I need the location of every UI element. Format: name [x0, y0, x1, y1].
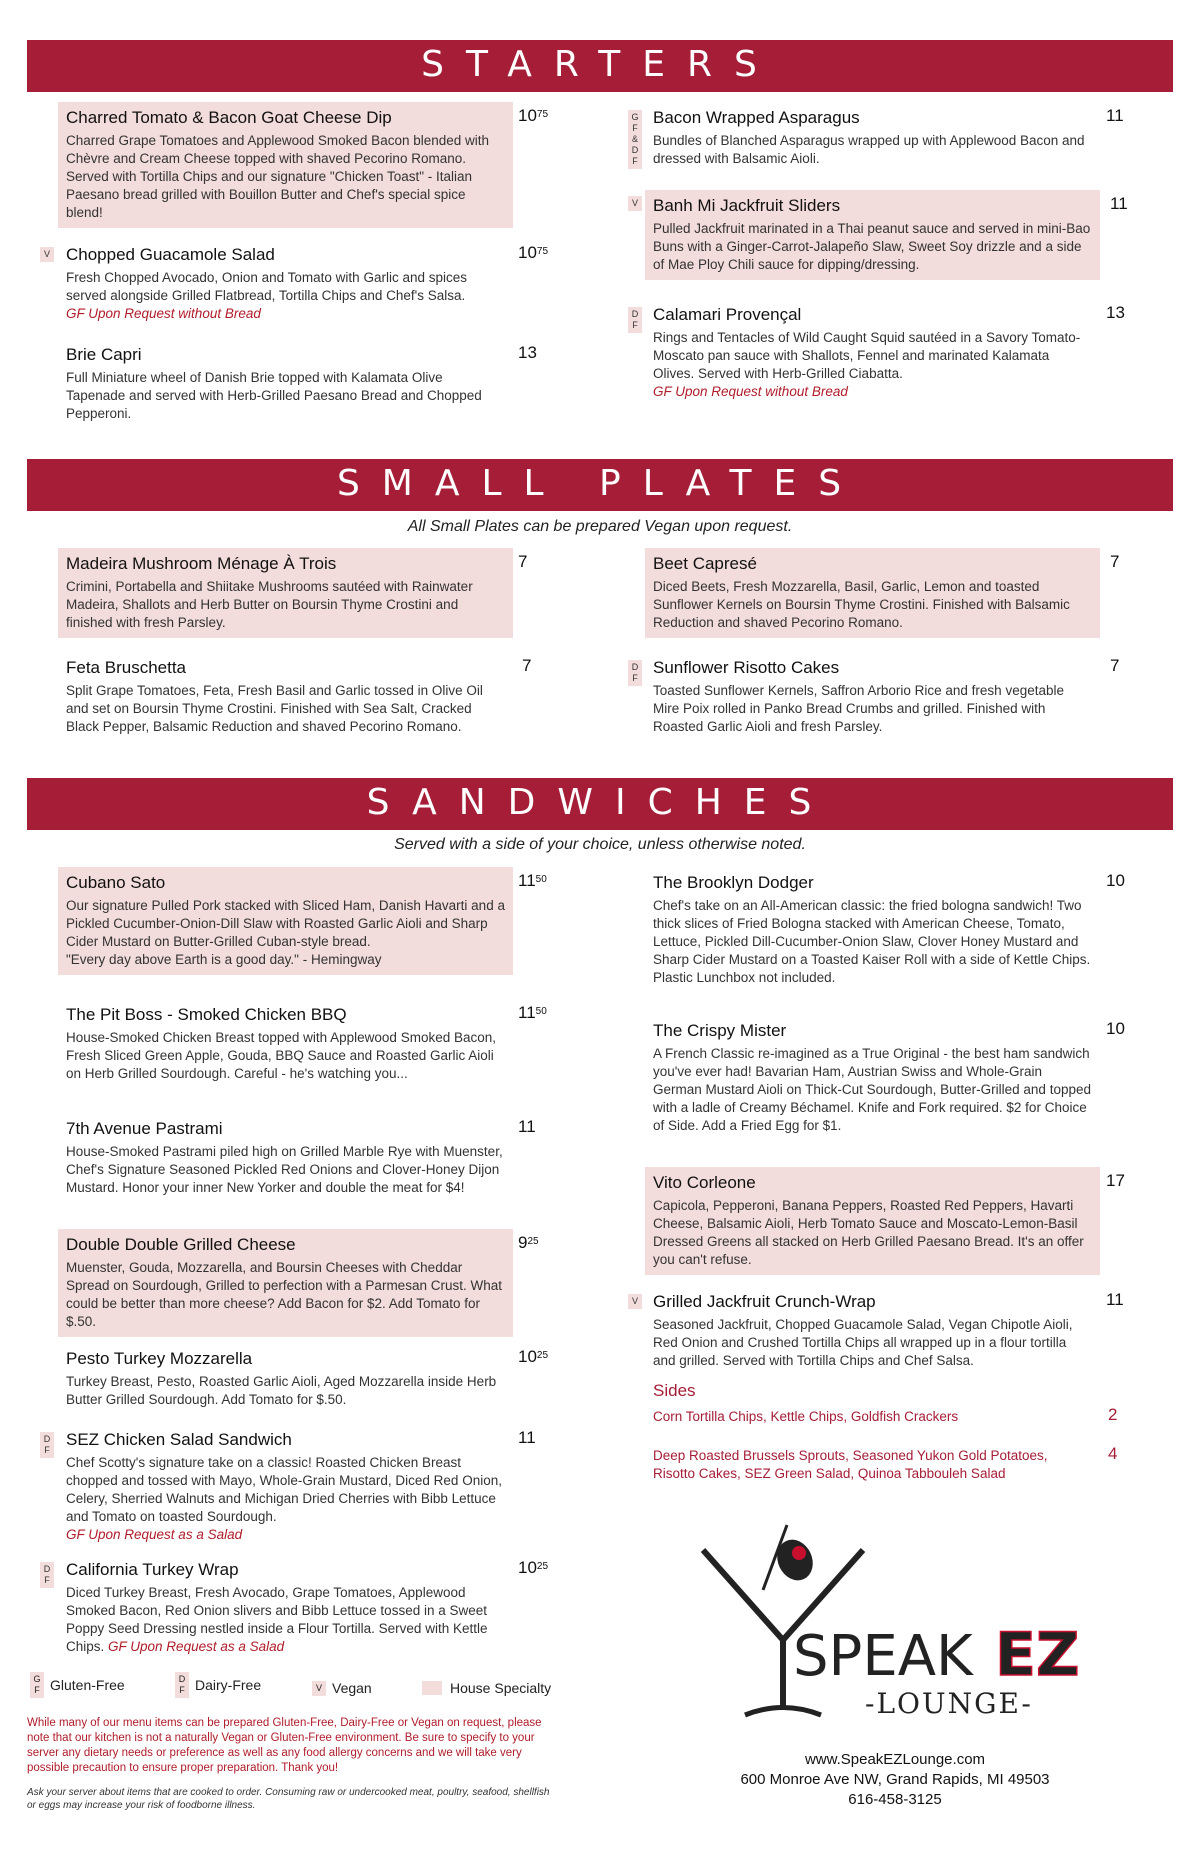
item-note: GF Upon Request as a Salad	[108, 1639, 285, 1654]
menu-item-vito-corleone	[645, 1167, 1100, 1275]
menu-item-crispy-mister	[645, 1015, 1100, 1141]
df-tag: D F	[628, 307, 642, 333]
item-quote: "Every day above Earth is a good day." - Hemingway	[66, 952, 382, 967]
legend-vegan: V Vegan	[312, 1680, 372, 1696]
menu-item-california-wrap	[58, 1554, 513, 1662]
item-price: 7	[518, 552, 528, 571]
item-price: 11	[518, 1428, 536, 1447]
menu-item-calamari	[645, 299, 1100, 407]
menu-item-grilled-cheese	[58, 1229, 513, 1337]
item-name: SEZ Chicken Salad Sandwich	[66, 1430, 292, 1449]
item-price: $10^{25}$	[518, 1347, 549, 1366]
menu-item-mushroom-menage	[58, 548, 513, 638]
sides-price-2: 4	[1108, 1444, 1118, 1463]
logo-word-lounge: -LOUNGE-	[865, 1687, 1033, 1720]
item-name: Double Double Grilled Cheese	[66, 1235, 296, 1254]
dietary-warning: While many of our menu items can be prepared Gluten-Free, Dairy-Free or Vegan on request, please note that our kitchen is not a naturally Vegan or Gluten-Free environment. Be sure to specify to your server any dietary needs or preference as well as any food allergy concerns and we will take very possible precaution to ensure proper preparation. Thank you!	[27, 1717, 542, 1774]
gf-tag: G F	[30, 1672, 44, 1698]
speakez-logo	[695, 1520, 1115, 1725]
menu-item-feta-bruschetta	[58, 652, 513, 742]
legend-house-specialty: House Specialty	[422, 1680, 551, 1696]
item-price: 11	[1106, 106, 1124, 125]
item-price: $11^{50}$	[518, 871, 547, 890]
phone-number[interactable]: 616-458-3125	[848, 1791, 942, 1808]
df-tag: D F	[40, 1562, 54, 1588]
item-name: Beet Capresé	[653, 554, 757, 573]
df-tag: D F	[175, 1672, 189, 1698]
menu-item-cubano-sato	[58, 867, 513, 975]
address: 600 Monroe Ave NW, Grand Rapids, MI 49503	[740, 1771, 1050, 1788]
item-desc: Bundles of Blanched Asparagus wrapped up with Applewood Bacon and dressed with Balsamic Aioli.	[653, 133, 1085, 166]
vegan-tag: V	[40, 247, 54, 262]
item-name: Banh Mi Jackfruit Sliders	[653, 196, 841, 215]
menu-item-bacon-asparagus	[645, 102, 1100, 174]
legend-gluten-free: G F Gluten-Free	[30, 1672, 125, 1698]
item-price: 7	[1110, 552, 1120, 571]
item-price: $9^{25}$	[518, 1233, 539, 1252]
menu-item-goat-cheese-dip	[58, 102, 513, 228]
item-price: 17	[1106, 1171, 1125, 1190]
item-name: Sunflower Risotto Cakes	[653, 658, 840, 677]
sides-list-2: Deep Roasted Brussels Sprouts, Seasoned Yukon Gold Potatoes, Risotto Cakes, SEZ Green Salad, Quinoa Tabbouleh Salad	[653, 1448, 1048, 1481]
item-price: 10	[1106, 871, 1125, 890]
sides-list-1: Corn Tortilla Chips, Kettle Chips, Goldfish Crackers	[653, 1409, 959, 1424]
item-desc: Split Grape Tomatoes, Feta, Fresh Basil and Garlic tossed in Olive Oil and set on Boursin Thyme Crostini. Finished with Sea Salt, Cracked Black Pepper, Balsamic Reduction and shaved Pecorino Romano.	[66, 683, 483, 734]
item-price: $10^{75}$	[518, 106, 549, 125]
section-header-small-plates: SMALL PLATES	[27, 459, 1173, 511]
section-note-sandwiches: Served with a side of your choice, unless otherwise noted.	[394, 836, 806, 853]
menu-item-pit-boss	[58, 999, 513, 1089]
item-desc: Diced Turkey Breast, Fresh Avocado, Grape Tomatoes, Applewood Smoked Bacon, Red Onion slivers and Bibb Lettuce tossed in a Sweet Poppy Seed Dressing nestled inside a Flour Tortilla. Served with Kettle Chips. GF Upon Request as a Salad	[66, 1585, 488, 1654]
section-header-sandwiches: SANDWICHES	[27, 778, 1173, 830]
menu-item-pastrami	[58, 1113, 513, 1203]
menu-item-chicken-salad	[58, 1424, 513, 1550]
item-name: The Crispy Mister	[653, 1021, 787, 1040]
item-name: Charred Tomato & Bacon Goat Cheese Dip	[66, 108, 392, 127]
item-desc: Rings and Tentacles of Wild Caught Squid sautéed in a Savory Tomato-Moscato pan sauce with Shallots, Fennel and marinated Kalamata Olives. Served with Herb-Grilled Ciabatta.	[653, 330, 1081, 381]
item-price: 11	[518, 1117, 536, 1136]
logo-word-ez: EZ	[995, 1620, 1080, 1690]
foodborne-illness-notice: Ask your server about items that are cooked to order. Consuming raw or undercooked meat, poultry, seafood, shellfish or eggs may increase your risk of foodborne illness.	[27, 1787, 550, 1811]
menu-item-risotto-cakes	[645, 652, 1100, 742]
item-price: $10^{25}$	[518, 1558, 549, 1577]
contact-info	[660, 1750, 1130, 1810]
menu-item-guacamole-salad	[58, 239, 513, 329]
item-desc: Fresh Chopped Avocado, Onion and Tomato with Garlic and spices served alongside Grilled Flatbread, Tortilla Chips and Chef's Salsa.	[66, 270, 467, 303]
item-name: Brie Capri	[66, 345, 142, 364]
house-specialty-swatch	[422, 1681, 442, 1695]
item-price: $10^{75}$	[518, 243, 549, 262]
item-desc: Capicola, Pepperoni, Banana Peppers, Roasted Red Peppers, Havarti Cheese, Balsamic Aioli, Herb Tomato Sauce and Moscato-Lemon-Basil Dressed Greens all stacked on Herb Grilled Paesano Bread. It's an offer you can't refuse.	[653, 1198, 1084, 1267]
item-note: GF Upon Request without Bread	[653, 384, 848, 399]
menu-item-jackfruit-wrap	[645, 1286, 1100, 1376]
item-price: 11	[1110, 194, 1128, 213]
gf-df-tag: G F & D F	[628, 110, 642, 169]
item-desc: Charred Grape Tomatoes and Applewood Smoked Bacon blended with Chèvre and Cream Cheese topped with shaved Pecorino Romano. Served with Tortilla Chips and our signature "Chicken Toast" - Italian Paesano bread grilled with Bouillon Butter and Chef's special spice blend!	[66, 133, 490, 220]
item-name: 7th Avenue Pastrami	[66, 1119, 223, 1138]
item-price: 11	[1106, 1290, 1124, 1309]
item-name: The Pit Boss - Smoked Chicken BBQ	[66, 1005, 347, 1024]
item-note: GF Upon Request as a Salad	[66, 1527, 243, 1542]
website-link[interactable]: www.SpeakEZLounge.com	[804, 1751, 986, 1768]
section-note-small-plates: All Small Plates can be prepared Vegan upon request.	[407, 518, 793, 535]
item-name: Grilled Jackfruit Crunch-Wrap	[653, 1292, 876, 1311]
item-desc: Diced Beets, Fresh Mozzarella, Basil, Garlic, Lemon and toasted Sunflower Kernels on Boursin Thyme Crostini. Finished with Balsamic Reduction and shaved Pecorino Romano.	[653, 579, 1070, 630]
item-desc: A French Classic re-imagined as a True Original - the best ham sandwich you've ever had! Bavarian Ham, Austrian Swiss and Whole-Grain German Mustard Aioli on Thick-Cut Sourdough, Butter-Grilled and topped with a ladle of Creamy Béchamel. Knife and Fork required. $2 for Choice of Side. Add a Fried Egg for $1.	[653, 1046, 1091, 1133]
section-header-starters: STARTERS	[27, 40, 1173, 92]
item-price: 7	[522, 656, 532, 675]
sides-price-1: 2	[1108, 1405, 1118, 1424]
vegan-tag: V	[312, 1681, 326, 1696]
item-desc: Turkey Breast, Pesto, Roasted Garlic Aioli, Aged Mozzarella inside Herb Butter Grilled Sourdough. Add Tomato for $.50.	[66, 1374, 497, 1407]
item-name: Chopped Guacamole Salad	[66, 245, 275, 264]
item-price: 13	[518, 343, 537, 362]
item-desc: Full Miniature wheel of Danish Brie topped with Kalamata Olive Tapenade and served with Herb-Grilled Paesano Bread and Chopped Pepperoni.	[66, 370, 482, 421]
menu-item-beet-caprese	[645, 548, 1100, 638]
df-tag: D F	[628, 660, 642, 686]
item-price: $11^{50}$	[518, 1003, 547, 1022]
vegan-tag: V	[628, 196, 642, 211]
item-name: Vito Corleone	[653, 1173, 756, 1192]
item-name: California Turkey Wrap	[66, 1560, 239, 1579]
item-name: Calamari Provençal	[653, 305, 802, 324]
item-name: Madeira Mushroom Ménage À Trois	[66, 554, 337, 573]
menu-item-brie-capri	[58, 339, 513, 429]
item-desc: Chef's take on an All-American classic: the fried bologna sandwich! Two thick slices of Fried Bologna stacked with American Cheese, Tomato, Lettuce, Pickled Dill-Cucumber-Onion Slaw, Clover Honey Mustard and Sharp Cider Mustard on a Toasted Kaiser Roll with a side of Kettle Chips. Plastic Lunchbox not included.	[653, 898, 1091, 985]
item-desc: Crimini, Portabella and Shiitake Mushrooms sautéed with Rainwater Madeira, Shallots and Herb Butter on Boursin Thyme Crostini and finished with fresh Parsley.	[66, 579, 473, 630]
item-desc: House-Smoked Pastrami piled high on Grilled Marble Rye with Muenster, Chef's Signature Seasoned Pickled Red Onions and Clover-Honey Dijon Mustard. Honor your inner New Yorker and double the meat for $4!	[66, 1144, 503, 1195]
logo-word-speak: SPEAK	[793, 1624, 973, 1689]
item-desc: Seasoned Jackfruit, Chopped Guacamole Salad, Vegan Chipotle Aioli, Red Onion and Crushed Tortilla Chips all wrapped up in a flour tortilla and grilled. Served with Tortilla Chips and Chef Salsa.	[653, 1317, 1073, 1368]
item-desc: Pulled Jackfruit marinated in a Thai peanut sauce and served in mini-Bao Buns with a Ginger-Carrot-Jalapeño Slaw, Sweet Soy drizzle and a side of Mae Ploy Chili sauce for dipping/dressing.	[653, 221, 1091, 272]
item-price: 10	[1106, 1019, 1125, 1038]
item-desc: Muenster, Gouda, Mozzarella, and Boursin Cheeses with Cheddar Spread on Sourdough, Grilled to perfection with a Parmesan Crust. What could be better than more cheese? Add Bacon for $2. Add Tomato for $.50.	[66, 1260, 502, 1329]
item-note: GF Upon Request without Bread	[66, 306, 261, 321]
item-desc: Our signature Pulled Pork stacked with Sliced Ham, Danish Havarti and a Pickled Cucumber-Onion-Dill Slaw with Roasted Garlic Aioli and Sharp Cider Mustard on Butter-Grilled Cuban-style bread.	[66, 898, 505, 949]
item-name: The Brooklyn Dodger	[653, 873, 814, 892]
item-desc: Chef Scotty's signature take on a classic! Roasted Chicken Breast chopped and tossed with Mayo, Whole-Grain Mustard, Diced Red Onion, Celery, Sherried Walnuts and Michigan Dried Cherries with Bibb Lettuce and Tomato on toasted Sourdough.	[66, 1455, 502, 1524]
menu-item-brooklyn-dodger	[645, 867, 1100, 993]
legend-dairy-free: D F Dairy-Free	[175, 1672, 261, 1698]
vegan-tag: V	[628, 1294, 642, 1309]
menu-item-pesto-turkey	[58, 1343, 513, 1415]
df-tag: D F	[40, 1432, 54, 1458]
item-price: 7	[1110, 656, 1120, 675]
sides-title: Sides	[653, 1381, 696, 1400]
item-desc: House-Smoked Chicken Breast topped with Applewood Smoked Bacon, Fresh Sliced Green Apple, Gouda, BBQ Sauce and Roasted Garlic Aioli on Herb Grilled Sourdough. Careful - he's watching you...	[66, 1030, 496, 1081]
item-name: Cubano Sato	[66, 873, 166, 892]
item-desc: Toasted Sunflower Kernels, Saffron Arborio Rice and fresh vegetable Mire Poix rolled in Panko Bread Crumbs and grilled. Finished with Roasted Garlic Aioli and fresh Parsley.	[653, 683, 1064, 734]
menu-item-banh-mi-sliders	[645, 190, 1100, 280]
item-name: Feta Bruschetta	[66, 658, 187, 677]
item-name: Bacon Wrapped Asparagus	[653, 108, 860, 127]
item-name: Pesto Turkey Mozzarella	[66, 1349, 253, 1368]
item-price: 13	[1106, 303, 1125, 322]
